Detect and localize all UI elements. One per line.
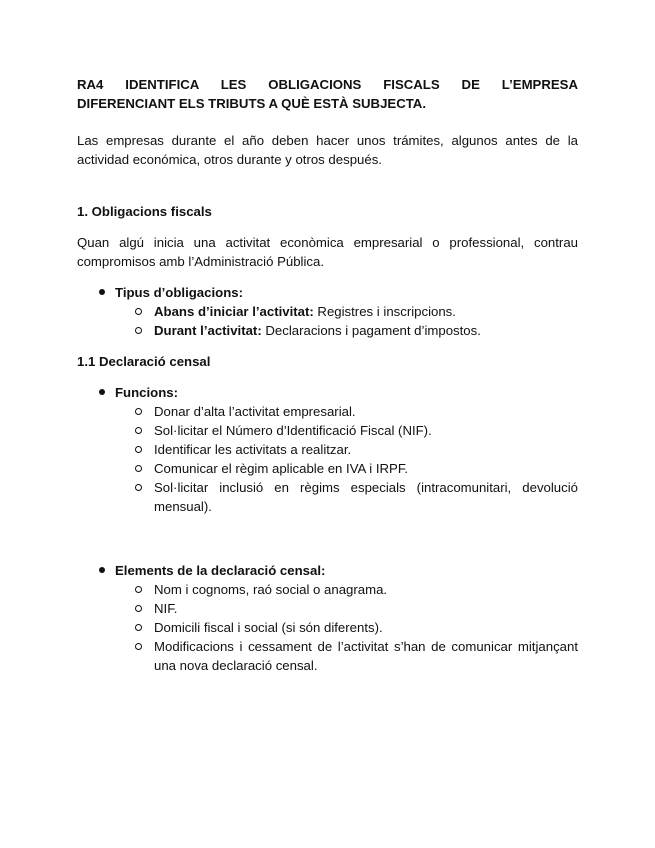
circle-bullet-icon [135, 427, 142, 434]
circle-bullet-icon [135, 605, 142, 612]
item-text: Domicili fiscal i social (si són diferents). [154, 620, 383, 635]
bullet-label: Funcions: [115, 385, 179, 400]
list-item [77, 283, 578, 302]
bullet-icon [99, 289, 105, 295]
list-item [77, 321, 578, 340]
bullet-label: Elements de la declaració censal: [115, 563, 326, 578]
section-heading-declaracio-censal: 1.1 Declaració censal [77, 354, 211, 369]
item-text: Sol·licitar inclusió en règims especials (intracomunitari, devolució mensual). [154, 480, 578, 514]
bullet-icon [99, 567, 105, 573]
list-item [77, 561, 578, 580]
item-text: Declaracions i pagament d’impostos. [261, 323, 481, 338]
list-item [77, 421, 578, 440]
circle-bullet-icon [135, 308, 142, 315]
list-item [77, 302, 578, 321]
item-bold: Durant l’activitat: [154, 323, 262, 338]
tipus-list [77, 283, 578, 340]
circle-bullet-icon [135, 408, 142, 415]
bullet-label: Tipus d’obligacions: [115, 285, 243, 300]
bullet-icon [99, 389, 105, 395]
list-item [77, 402, 578, 421]
funcions-list [77, 383, 578, 516]
document-page [77, 75, 578, 675]
item-text: Identificar les activitats a realitzar. [154, 442, 352, 457]
document-title [77, 75, 578, 113]
list-item [77, 440, 578, 459]
list-item [77, 580, 578, 599]
list-item [77, 618, 578, 637]
item-text: Nom i cognoms, raó social o anagrama. [154, 582, 388, 597]
section-heading-obligacions: 1. Obligacions fiscals [77, 204, 212, 219]
circle-bullet-icon [135, 586, 142, 593]
title-line-1: RA4 IDENTIFICA LES OBLIGACIONS FISCALS DE L’EMPRESA [77, 77, 578, 92]
item-text: NIF. [154, 601, 178, 616]
item-bold: Abans d’iniciar l’activitat: [154, 304, 314, 319]
circle-bullet-icon [135, 446, 142, 453]
item-text: Donar d’alta l’activitat empresarial. [154, 404, 356, 419]
list-item [77, 599, 578, 618]
list-item [77, 637, 578, 675]
item-text: Modificacions i cessament de l’activitat s’han de comunicar mitjançant una nova declaració censal. [154, 639, 578, 673]
circle-bullet-icon [135, 624, 142, 631]
list-item [77, 383, 578, 402]
item-text: Comunicar el règim aplicable en IVA i IRPF. [154, 461, 409, 476]
list-item [77, 478, 578, 516]
circle-bullet-icon [135, 327, 142, 334]
list-item [77, 459, 578, 478]
item-text: Sol·licitar el Número d’Identificació Fiscal (NIF). [154, 423, 432, 438]
item-text: Registres i inscripcions. [313, 304, 456, 319]
circle-bullet-icon [135, 484, 142, 491]
intro-paragraph: Las empresas durante el año deben hacer unos trámites, algunos antes de la actividad económica, otros durante y otros después. [77, 133, 578, 167]
circle-bullet-icon [135, 465, 142, 472]
obligacions-paragraph: Quan algú inicia una activitat econòmica empresarial o professional, contrau compromisos amb l’Administració Pública. [77, 235, 578, 269]
title-line-2: DIFERENCIANT ELS TRIBUTS A QUÈ ESTÀ SUBJECTA. [77, 96, 426, 111]
elements-list [77, 561, 578, 675]
circle-bullet-icon [135, 643, 142, 650]
